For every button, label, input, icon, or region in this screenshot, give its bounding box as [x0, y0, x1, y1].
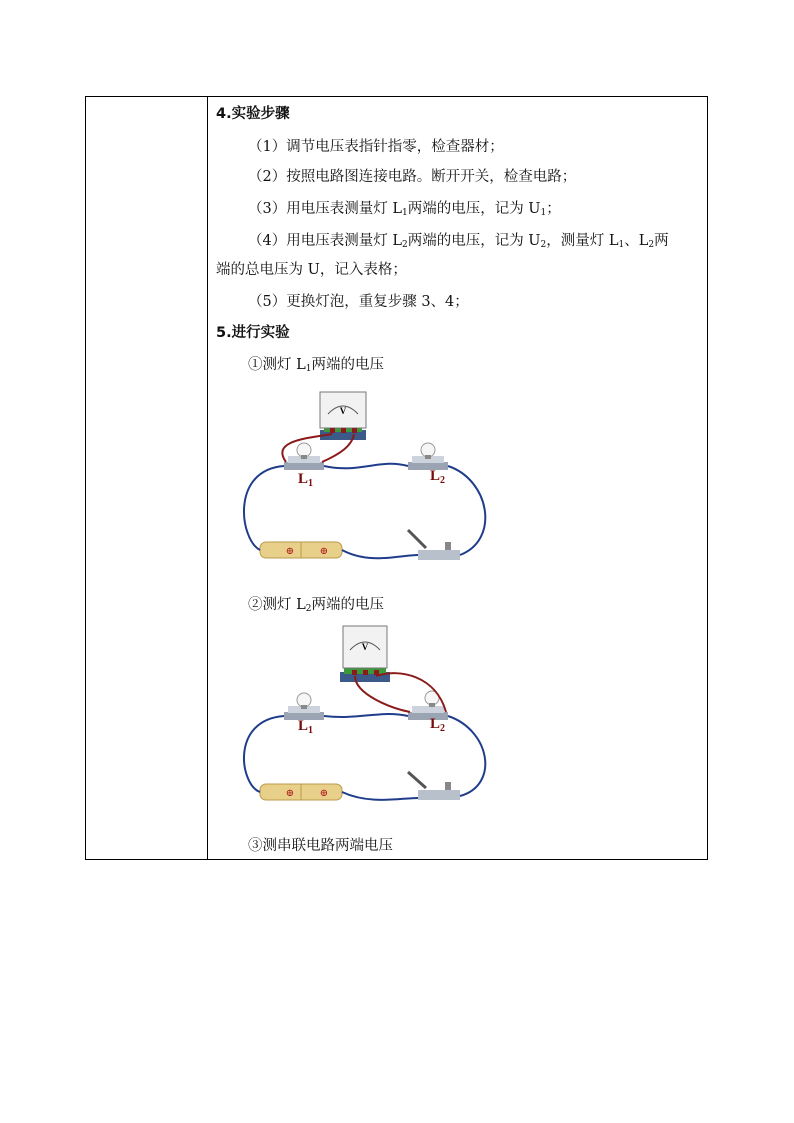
section-4-heading: 4.实验步骤	[216, 106, 290, 122]
lamp-1-icon	[284, 693, 324, 720]
svg-text:1: 1	[308, 478, 313, 489]
step-2: （2）按照电路图连接电路。断开开关，检查电路；	[248, 169, 577, 185]
experiment-2-caption: ②测灯 $L_2$两端的电压	[248, 597, 384, 614]
experiment-3-caption: ③测串联电路两端电压	[248, 838, 393, 854]
svg-text:V: V	[361, 642, 369, 652]
battery-icon	[260, 542, 342, 558]
circuit-diagram-1	[240, 390, 500, 575]
svg-text:L: L	[430, 716, 441, 732]
voltmeter-icon	[320, 392, 366, 440]
column-divider	[207, 97, 208, 859]
svg-text:2: 2	[440, 475, 445, 486]
battery-icon	[260, 784, 342, 800]
svg-text:L: L	[298, 471, 309, 487]
step-4-line-1: （4）用电压表测量灯 $L_2$两端的电压，记为 $U_2$，测量灯 $L_1$、$L_2$两	[248, 233, 669, 250]
switch-icon	[408, 772, 460, 800]
svg-text:L: L	[430, 468, 441, 484]
lamp-2-icon	[408, 691, 448, 720]
lamp-2-icon	[408, 443, 448, 470]
step-1: （1）调节电压表指针指零，检查器材；	[248, 139, 504, 155]
svg-text:⊕: ⊕	[319, 546, 329, 557]
lamp-1-icon	[284, 443, 324, 470]
circuit-diagram-2	[240, 620, 500, 805]
step-5: （5）更换灯泡，重复步骤 3、4；	[248, 294, 469, 310]
svg-text:V: V	[339, 406, 347, 416]
svg-text:L: L	[298, 718, 309, 734]
step-4-line-2: 端的总电压为 U，记入表格；	[216, 262, 407, 278]
svg-text:⊕: ⊕	[285, 788, 295, 799]
experiment-1-caption: ①测灯 $L_1$两端的电压	[248, 357, 384, 374]
svg-text:⊕: ⊕	[319, 788, 329, 799]
svg-text:⊕: ⊕	[285, 546, 295, 557]
step-3: （3）用电压表测量灯 $L_1$两端的电压，记为 $U_1$；	[248, 201, 561, 218]
svg-text:1: 1	[308, 725, 313, 736]
section-5-heading: 5.进行实验	[216, 325, 290, 341]
svg-text:2: 2	[440, 723, 445, 734]
